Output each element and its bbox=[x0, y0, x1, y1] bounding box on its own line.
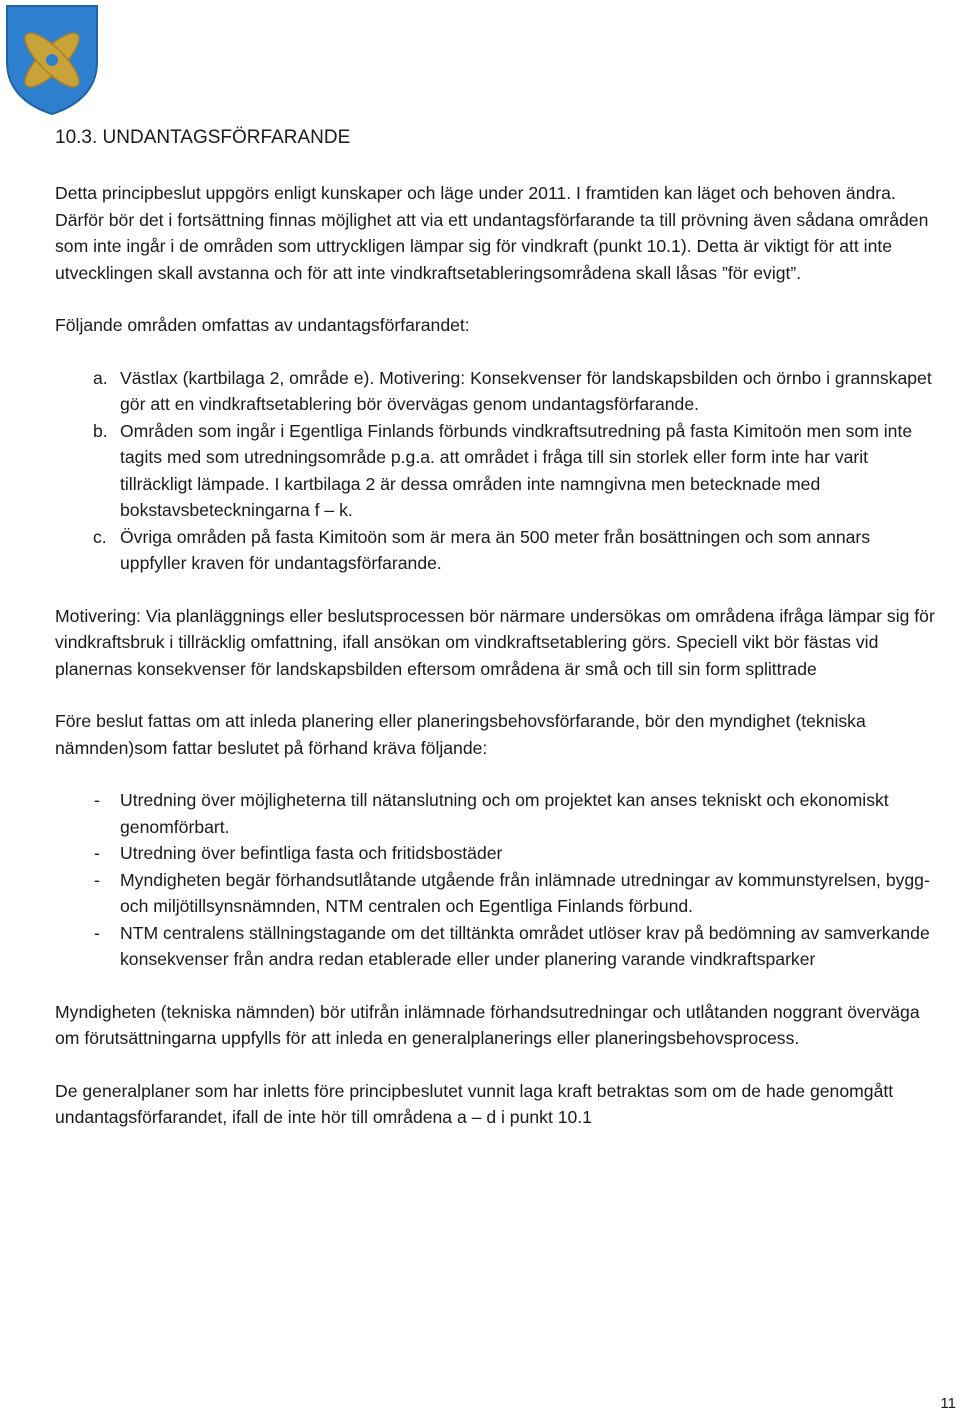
list-item-text: Utredning över befintliga fasta och fritidsbostäder bbox=[120, 843, 503, 863]
list-item-text: Västlax (kartbilaga 2, område e). Motivering: Konsekvenser för landskapsbilden och örnbo i grannskapet gör att en vindkraftsetablering bör övervägas genom undantagsförfarande. bbox=[120, 367, 932, 414]
requirement-item bbox=[55, 867, 940, 920]
area-list-item bbox=[55, 365, 940, 418]
list-marker: - bbox=[94, 869, 100, 890]
requirement-item bbox=[55, 787, 940, 840]
authority-paragraph: Myndigheten (tekniska nämnden) bör utifrån inlämnade förhandsutredningar och utlåtanden noggrant överväga om förutsättningarna uppfylls för att inleda en generalplanerings eller planeringsbehovsprocess. bbox=[55, 1001, 920, 1048]
list-marker: c. bbox=[93, 526, 107, 547]
requirements-intro: Före beslut fattas om att inleda planering eller planeringsbehovsförfarande, bör den myndighet (tekniska nämnden)som fattar beslutet på förhand kräva följande: bbox=[55, 711, 866, 758]
requirement-item bbox=[55, 840, 940, 867]
intro-paragraph: Detta principbeslut uppgörs enligt kunskaper och läge under 2011. I framtiden kan läget och behoven ändra. Därför bör det i fortsättning finnas möjlighet att via ett undantagsförfarande ta till prövning även sådana områden som inte ingår i de områden som uttryckligen lämpar sig för vindkraft (punkt 10.1). Detta är viktigt för att inte utvecklingen skall avstanna och för att inte vindkraftsetableringsområdena skall låsas ”för evigt”. bbox=[55, 183, 929, 283]
list-item-text: Övriga områden på fasta Kimitoön som är mera än 500 meter från bosättningen och som annars uppfyller kraven för undantagsförfarande. bbox=[120, 526, 871, 573]
area-list bbox=[55, 365, 940, 577]
requirement-item bbox=[55, 920, 940, 973]
crest-emblem-hub bbox=[46, 54, 58, 66]
list-item-text: NTM centralens ställningstagande om det tilltänkta området utlöser krav på bedömning av samverkande konsekvenser från andra redan etablerade eller under planering varande vindkraftsparker bbox=[120, 922, 930, 969]
municipal-coat-of-arms-icon bbox=[4, 4, 100, 116]
list-marker: - bbox=[94, 843, 100, 863]
requirements-list bbox=[55, 787, 940, 973]
list-item-text: Områden som ingår i Egentliga Finlands förbunds vindkraftsutredning på fasta Kimitoön men som inte tagits med som utredningsområde p.g.a. att området i fråga till sin storlek eller form inte har varit tillräckligt lämpade. I kartbilaga 2 är dessa områden inte namngivna men betecknade med bokstavsbeteckningarna f – k. bbox=[120, 420, 913, 520]
document-body bbox=[55, 124, 940, 1131]
list-intro: Följande områden omfattas av undantagsförfarandet: bbox=[55, 315, 470, 335]
section-heading: 10.3. UNDANTAGSFÖRFARANDE bbox=[55, 127, 351, 148]
page-number: 11 bbox=[940, 1395, 956, 1412]
motivation-paragraph: Motivering: Via planläggnings eller beslutsprocessen bör närmare undersökas om områdena ifråga lämpar sig för vindkraftsbruk i tillräcklig omfattning, ifall ansökan om vindkraftsetablering görs. Speciell vikt bör fästas vid planernas konsekvenser för landskapsbilden eftersom områdena är små och till sin form splittrade bbox=[55, 605, 935, 679]
area-list-item bbox=[55, 418, 940, 524]
list-item-text: Myndigheten begär förhandsutlåtande utgående från inlämnade utredningar av kommunstyrelsen, bygg- och miljötillsynsnämnden, NTM centralen och Egentliga Finlands förbund. bbox=[120, 869, 930, 916]
list-marker: - bbox=[94, 922, 100, 943]
list-marker: a. bbox=[93, 367, 108, 388]
list-item-text: Utredning över möjligheterna till nätanslutning och om projektet kan anses tekniskt och ekonomiskt genomförbart. bbox=[120, 790, 889, 837]
area-list-item bbox=[55, 524, 940, 577]
list-marker: b. bbox=[93, 420, 108, 441]
closing-paragraph: De generalplaner som har inletts före principbeslutet vunnit laga kraft betraktas som om de hade genomgått undantagsförfarandet, ifall de inte hör till områdena a – d i punkt 10.1 bbox=[55, 1080, 894, 1127]
list-marker: - bbox=[94, 790, 100, 810]
